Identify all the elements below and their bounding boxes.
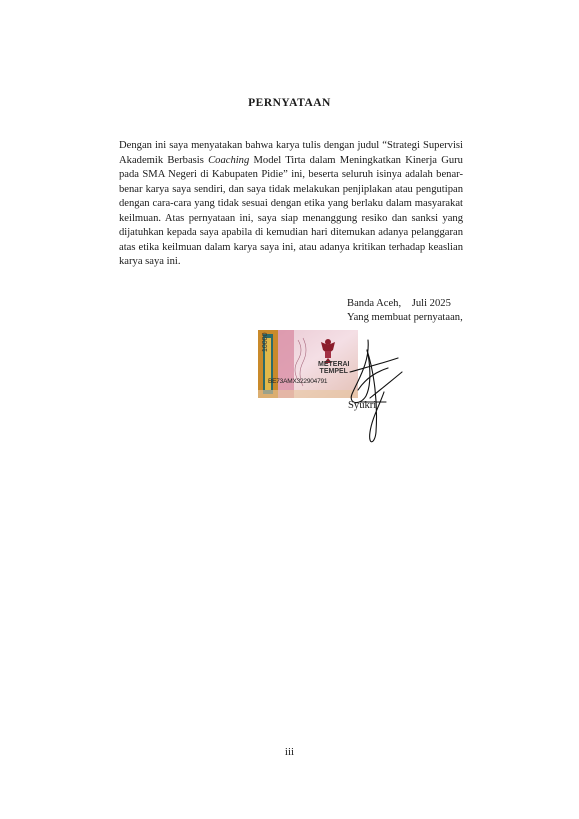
statement-text-italic: Coaching (208, 154, 250, 166)
statement-text-part2: Model Tirta dalam Meningkatkan Kinerja Guru pada SMA Negeri di Kabupaten Pidie” ini, beserta seluruh isinya adalah benar-benar karya saya sendiri, dan saya tidak melakukan penjiplakan atau pengutipan dengan cara-cara yang tidak sesuai dengan etika yang berlaku dalam masyarakat keilmuan. Atas pernyataan ini, saya siap menanggung resiko dan sanksi yang dijatuhkan kepada saya apabila di kemudian hari ditemukan adanya pelanggaran atas etika keilmuan dalam karya saya ini, atau adanya kritikan terhadap keaslian karya saya ini. (119, 154, 463, 267)
meterai-serial: BE73AMX322904791 (268, 378, 328, 385)
meterai-label-line1: METERAI (318, 361, 350, 368)
place-date: Banda Aceh, Juli 2025 (347, 298, 451, 309)
statement-paragraph (119, 139, 463, 270)
signer-name: Syukri (348, 400, 377, 411)
meterai-value: 10000 (262, 332, 269, 352)
maker-label: Yang membuat pernyataan, (347, 312, 463, 323)
handwritten-signature (340, 332, 410, 452)
statement-text-part1: Dengan ini saya menyatakan bahwa karya tulis dengan judul “Strategi Supervisi Akademik Berbasis (119, 140, 463, 166)
page-number: iii (284, 746, 295, 758)
page-title: PERNYATAAN (248, 97, 331, 109)
meterai-label-line2: TEMPEL (319, 368, 348, 375)
